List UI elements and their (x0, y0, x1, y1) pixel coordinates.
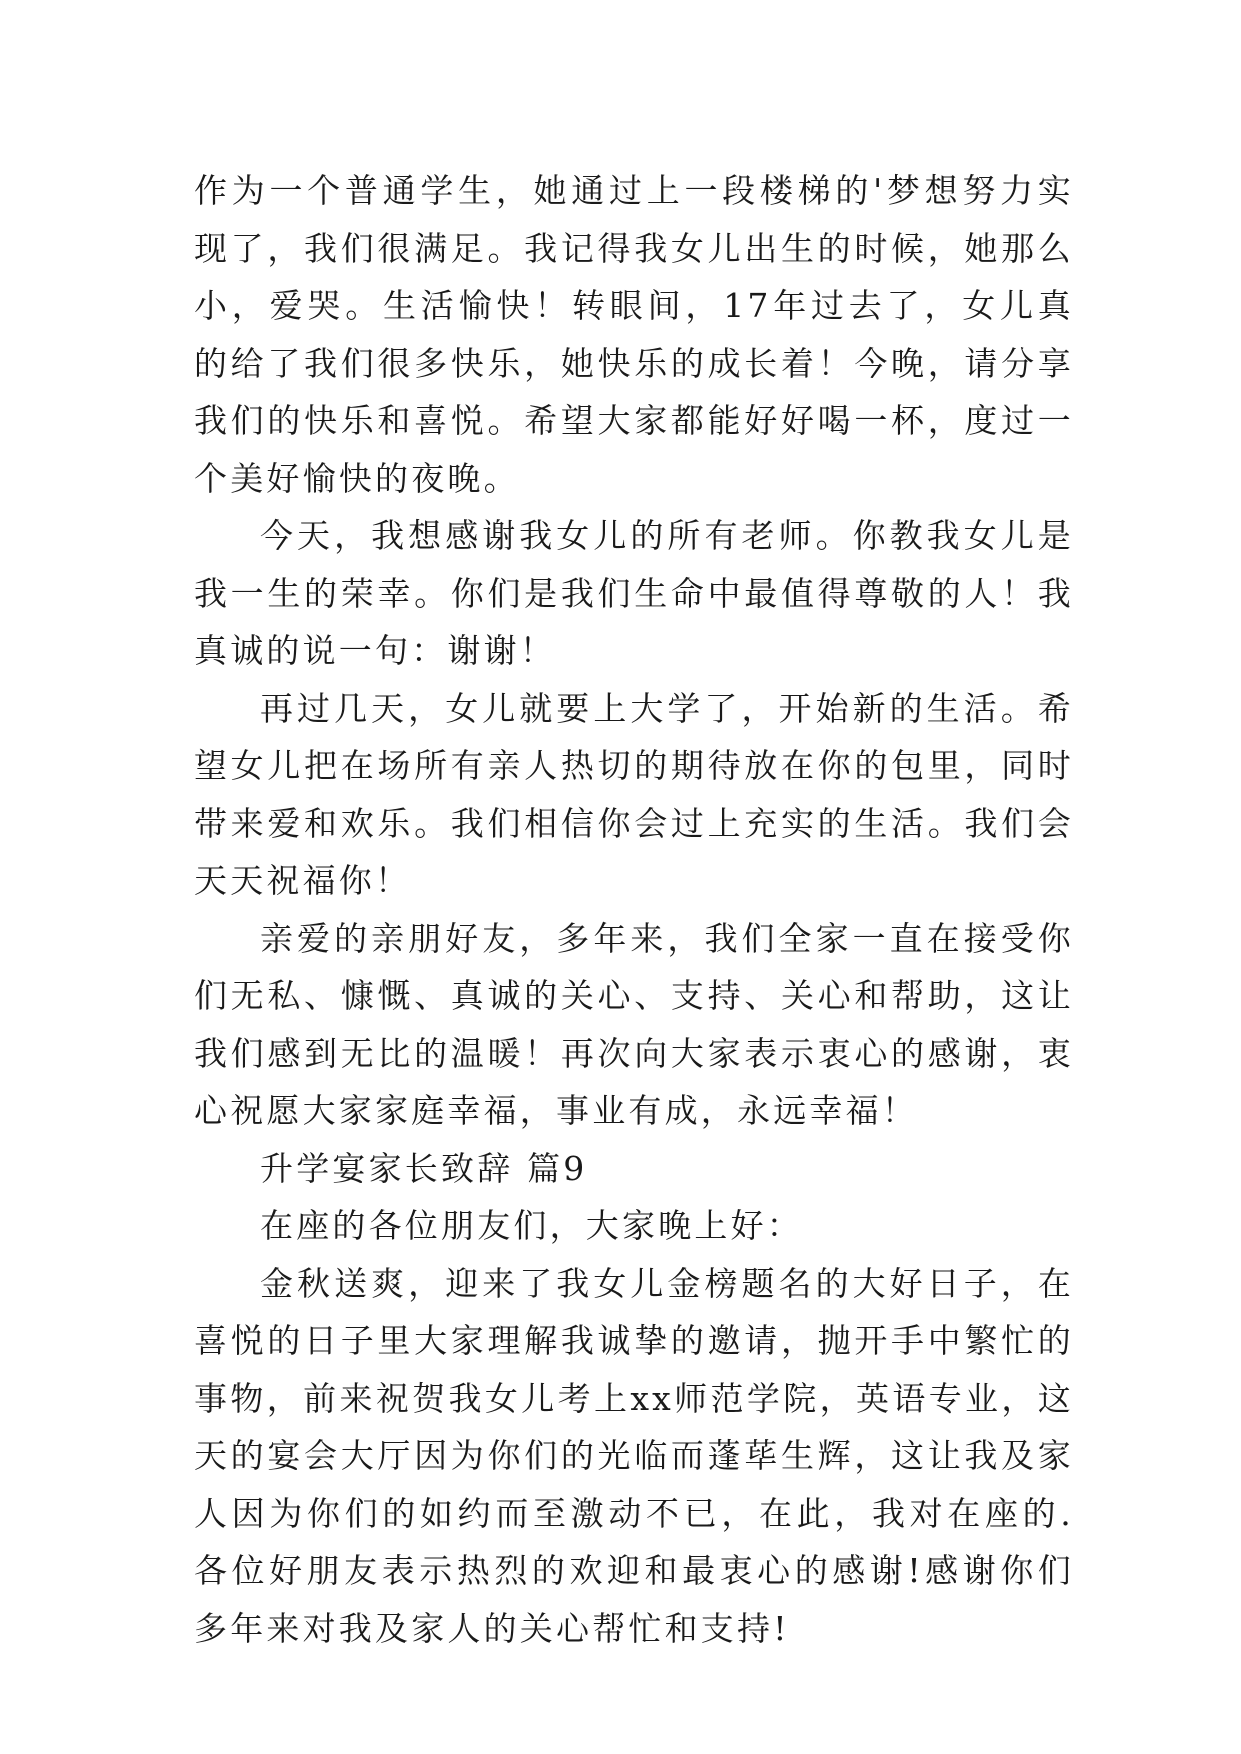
section-heading: 升学宴家长致辞 篇9 (260, 1148, 588, 1188)
paragraph-thanks-friends: 亲爱的亲朋好友，多年来，我们全家一直在接受你们无私、慷慨、真诚的关心、支持、关心和帮助，这让我们感到无比的温暖！再次向大家表示衷心的感谢，衷心祝愿大家家庭幸福，事业有成，永远幸福！ (194, 918, 1074, 1130)
paragraph-going-to-college: 再过几天，女儿就要上大学了，开始新的生活。希望女儿把在场所有亲人热切的期待放在你的包里，同时带来爱和欢乐。我们相信你会过上充实的生活。我们会天天祝福你！ (194, 688, 1074, 900)
paragraph-welcome: 金秋送爽，迎来了我女儿金榜题名的大好日子，在喜悦的日子里大家理解我诚挚的邀请，抛开手中繁忙的事物，前来祝贺我女儿考上xx师范学院，英语专业，这天的宴会大厅因为你们的光临而蓬荜生辉，这让我及家人因为你们的如约而至激动不已，在此，我对在座的.各位好朋友表示热烈的欢迎和最衷心的感谢!感谢你们多年来对我及家人的关心帮忙和支持! (194, 1263, 1074, 1648)
document-body (194, 162, 1074, 1657)
paragraph-continuation: 作为一个普通学生，她通过上一段楼梯的'梦想努力实现了，我们很满足。我记得我女儿出生的时候，她那么小，爱哭。生活愉快！转眼间，17年过去了，女儿真的给了我们很多快乐，她快乐的成长着！今晚，请分享我们的快乐和喜悦。希望大家都能好好喝一杯，度过一个美好愉快的夜晚。 (194, 171, 1074, 498)
paragraph-greeting: 在座的各位朋友们，大家晚上好： (260, 1206, 803, 1245)
paragraph-thanks-teachers: 今天，我想感谢我女儿的所有老师。你教我女儿是我一生的荣幸。你们是我们生命中最值得尊敬的人！我真诚的说一句：谢谢！ (194, 516, 1074, 670)
